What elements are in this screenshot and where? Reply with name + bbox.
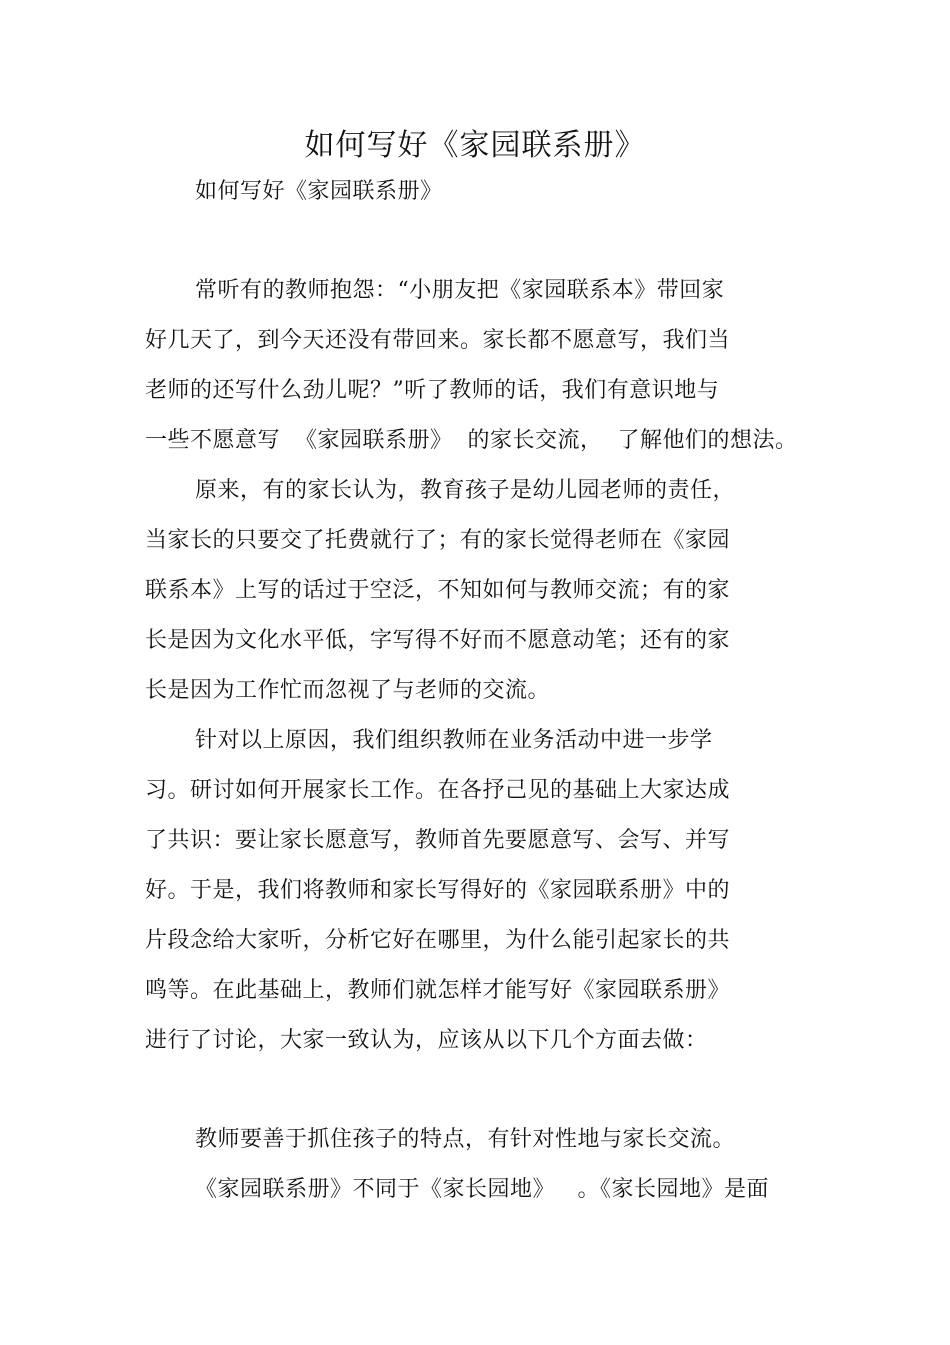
paragraph-2-line-1: 原来，有的家长认为，教育孩子是幼儿园老师的责任，	[195, 478, 736, 503]
paragraph-3-line-3: 了共识：要让家长愿意写，教师首先要愿意写、会写、并写	[145, 828, 731, 853]
paragraph-3-line-5: 片段念给大家听，分析它好在哪里，为什么能引起家长的共	[145, 928, 731, 953]
paragraph-1-line-1: 常听有的教师抱怨：“小朋友把《家园联系本》带回家	[195, 278, 725, 303]
paragraph-3-line-7: 进行了讨论，大家一致认为，应该从以下几个方面去做：	[145, 1028, 708, 1053]
paragraph-3-line-1: 针对以上原因，我们组织教师在业务活动中进一步学	[195, 728, 713, 753]
paragraph-2-line-4: 长是因为文化水平低，字写得不好而不愿意动笔；还有的家	[145, 628, 731, 653]
document-subtitle: 如何写好《家园联系册》	[195, 179, 443, 204]
paragraph-2-line-3: 联系本》上写的话过于空泛，不知如何与教师交流；有的家	[145, 578, 731, 603]
paragraph-1-line-4: 一些不愿意写 《家园联系册》 的家长交流， 了解他们的想法。	[145, 428, 798, 453]
paragraph-3-line-6: 鸣等。在此基础上，教师们就怎样才能写好《家园联系册》	[145, 978, 731, 1003]
paragraph-1-line-2: 好几天了，到今天还没有带回来。家长都不愿意写，我们当	[145, 328, 731, 353]
paragraph-2-line-5: 长是因为工作忙而忽视了与老师的交流。	[145, 678, 551, 703]
document-title: 如何写好《家园联系册》	[304, 128, 646, 163]
paragraph-3-line-4: 好。于是，我们将教师和家长写得好的《家园联系册》中的	[145, 878, 731, 903]
paragraph-2-line-2: 当家长的只要交了托费就行了；有的家长觉得老师在《家园	[145, 528, 731, 553]
paragraph-3-line-2: 习。研讨如何开展家长工作。在各抒己见的基础上大家达成	[145, 778, 731, 803]
paragraph-4-line-1: 教师要善于抓住孩子的特点，有针对性地与家长交流。	[195, 1127, 736, 1152]
paragraph-1-line-3: 老师的还写什么劲儿呢？”听了教师的话，我们有意识地与	[145, 378, 720, 403]
paragraph-4-line-2: 《家园联系册》不同于《家长园地》 。《家长园地》是面	[195, 1177, 769, 1202]
